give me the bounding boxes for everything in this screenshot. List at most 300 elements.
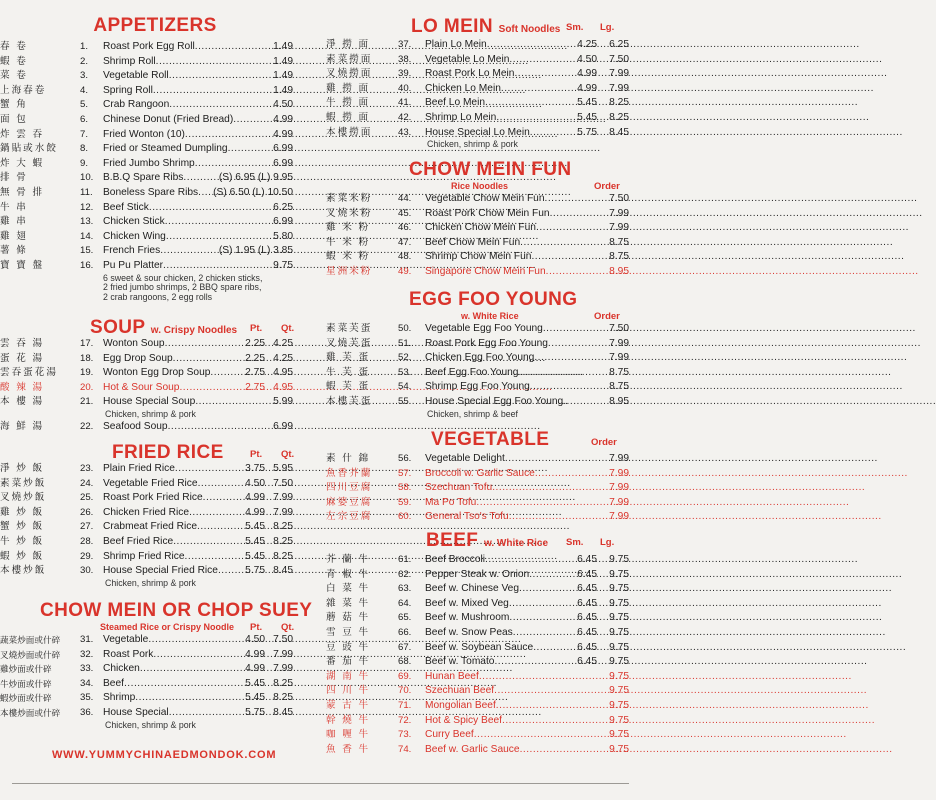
chinese-name: 蒙 古 牛 (326, 699, 371, 711)
menu-item (0, 535, 320, 550)
chinese-name: 蝦 撈 面 (326, 111, 371, 123)
item-name: Vegetable Delight ..... (425, 452, 584, 467)
item-number: 12. (80, 201, 94, 213)
price-large: 8.25 (609, 111, 629, 123)
item-name: Beef w. Mixed Veg ..... (425, 597, 556, 612)
beef-list (326, 553, 641, 757)
chinese-name: 雞 翅 (0, 230, 28, 242)
menu-item (326, 265, 641, 280)
item-number: 30. (80, 565, 94, 577)
menu-item (326, 670, 641, 685)
item-name: Vegetable ..... (103, 633, 238, 648)
menu-item (326, 236, 641, 251)
menu-item (0, 420, 320, 435)
menu-item (0, 215, 320, 230)
item-note: Chicken, shrimp & pork (105, 577, 196, 588)
chinese-name: 酸 辣 湯 (0, 381, 45, 393)
price-small: 4.50 (245, 634, 265, 645)
item-number: 3. (80, 70, 89, 82)
item-price: 1.49 (273, 41, 293, 52)
item-name: Shrimp Chow Mein Fun ..... (425, 250, 584, 265)
website-link[interactable]: WWW.YUMMYCHINAEDMONDOK.COM (52, 749, 277, 761)
menu-item (326, 655, 641, 670)
chinese-name: 幹 燒 牛 (326, 714, 371, 726)
menu-item (326, 380, 641, 395)
item-number: 37. (398, 39, 412, 50)
item-name: Shrimp Fried Rice ..... (103, 550, 238, 565)
item-name: Beef w. Mushroom ..... (425, 611, 556, 626)
chinese-name: 無 骨 排 (0, 186, 45, 198)
item-number: 14. (80, 230, 94, 242)
item-number: 1. (80, 41, 89, 52)
item-name: Vegetable Chow Mein Fun ..... (425, 192, 584, 207)
menu-item (0, 157, 320, 172)
chinese-name: 菜 卷 (0, 70, 28, 82)
item-price: 6.25 (273, 201, 293, 213)
price-large: 8.25 (273, 692, 293, 704)
chinese-name: 淨 撈 面 (326, 39, 371, 50)
lo-mein-list (326, 38, 641, 150)
price-large: 7.99 (273, 492, 293, 504)
price-small: 5.45 (245, 550, 265, 562)
item-name: Hunan Beef ..... (425, 670, 588, 685)
item-number: 36. (80, 706, 94, 718)
menu-item (0, 648, 320, 663)
menu-item (326, 496, 641, 511)
item-name: Singapore Chow Mein Fun ..... (425, 265, 584, 280)
chow-mein-list (0, 633, 320, 730)
item-number: 18. (80, 352, 94, 364)
menu-item (0, 550, 320, 565)
chow-mein-title: CHOW MEIN OR CHOP SUEY (40, 600, 313, 621)
item-price: 8.75 (609, 381, 629, 393)
menu-item (0, 520, 320, 535)
item-number: 8. (80, 143, 89, 155)
item-number: 65. (398, 612, 412, 624)
item-number: 59. (398, 496, 412, 508)
item-name: Beef w. Garlic Sauce ..... (425, 743, 588, 758)
menu-item (0, 186, 320, 201)
chinese-name: 四川豆腐 (326, 482, 373, 494)
item-number: 48. (398, 251, 412, 263)
menu-item (326, 641, 641, 656)
item-number: 63. (398, 583, 412, 595)
menu-item (0, 677, 320, 692)
menu-item (0, 259, 320, 274)
chinese-name: 叉燒撈面 (326, 68, 373, 80)
price-large: 6.25 (609, 39, 629, 50)
chinese-name: 叉燒炒面或什碎 (0, 649, 61, 660)
menu-item (326, 53, 641, 68)
menu-item (0, 564, 320, 579)
price-large: 7.99 (609, 82, 629, 94)
price-large: 9.75 (609, 670, 629, 682)
item-number: 5. (80, 99, 89, 111)
menu-item (0, 491, 320, 506)
item-price: 8.95 (609, 395, 629, 407)
chow-mein-col-pt: Pt. (250, 622, 263, 633)
price-large: 8.25 (273, 677, 293, 689)
lo-mein-col-sm: Sm. (566, 22, 584, 33)
price-small: 6.45 (577, 641, 597, 653)
item-name: Fried Wonton (10) ..... (103, 128, 272, 143)
egg-foo-young-col-order: Order (594, 311, 620, 322)
item-note: Chicken, shrimp & beef (427, 408, 518, 419)
item-number: 29. (80, 550, 94, 562)
item-price: 4.99 (273, 113, 293, 125)
price-small: 4.25 (577, 39, 597, 50)
item-name: Beef w. Chinese Veg ..... (425, 582, 556, 597)
menu-item (326, 221, 641, 236)
item-price: 7.99 (609, 352, 629, 364)
chinese-name: 海 鮮 湯 (0, 420, 45, 432)
menu-item (326, 96, 641, 111)
price-small: 6.45 (577, 612, 597, 624)
item-number: 47. (398, 236, 412, 248)
item-name: Ma Po Tofu ..... (425, 496, 584, 511)
price-small: 2.25 (245, 352, 265, 364)
price-small: 6.45 (577, 626, 597, 638)
price-large: 4.95 (273, 381, 293, 393)
price-small: 5.45 (577, 111, 597, 123)
chinese-name: 素菜炒飯 (0, 477, 47, 489)
soup-col-qt: Qt. (281, 323, 295, 334)
price-large: 9.75 (609, 626, 629, 638)
item-name: Vegetable Roll ..... (103, 69, 272, 84)
menu-item (0, 201, 320, 216)
item-number: 53. (398, 366, 412, 378)
menu-item (326, 82, 641, 97)
chinese-name: 春 卷 (0, 41, 28, 52)
menu-item (0, 244, 320, 259)
menu-item (0, 128, 320, 143)
item-name: Pu Pu Platter ..... (103, 259, 272, 274)
price-small: 4.99 (245, 492, 265, 504)
menu-item (0, 337, 320, 352)
menu-item (326, 611, 641, 626)
price-large: 8.25 (273, 535, 293, 547)
chinese-name: 四 川 牛 (326, 685, 371, 697)
item-name: House Special Egg Foo Young ..... (425, 395, 584, 410)
price-small: 5.75 (245, 706, 265, 718)
item-number: 9. (80, 157, 89, 169)
chinese-name: 雞 串 (0, 216, 28, 228)
fried-rice-col-qt: Qt. (281, 449, 295, 460)
price-small: 5.45 (245, 677, 265, 689)
item-price: 8.95 (609, 265, 629, 277)
item-name: Broccoli w. Garlic Sauce ..... (425, 467, 584, 482)
item-number: 60. (398, 511, 412, 523)
item-number: 67. (398, 641, 412, 653)
beef-title: BEEF w. White Rice (426, 530, 549, 551)
item-price: 6.99 (273, 157, 293, 169)
item-price: 6.99 (273, 143, 293, 155)
item-name: Chicken Stick ..... (103, 215, 272, 230)
price-small: 2.75 (245, 381, 265, 393)
chinese-name: 本樓炒飯 (0, 565, 47, 577)
chinese-name: 雲吞蛋花湯 (0, 367, 58, 379)
item-number: 74. (398, 743, 412, 755)
price-large: 9.75 (609, 656, 629, 668)
chinese-name: 素 什 錦 (326, 453, 371, 464)
item-number: 7. (80, 128, 89, 140)
menu-item (0, 98, 320, 113)
price-small: 5.75 (245, 565, 265, 577)
chinese-name: 雞 米 粉 (326, 222, 371, 234)
item-name: Curry Beef ..... (425, 728, 588, 743)
fried-rice-col-pt: Pt. (250, 449, 263, 460)
menu-item (326, 568, 641, 583)
menu-item (326, 714, 641, 729)
item-number: 72. (398, 714, 412, 726)
menu-item (326, 582, 641, 597)
chinese-name: 素菜芙蛋 (326, 323, 373, 334)
menu-item (326, 452, 641, 467)
soup-col-pt: Pt. (250, 323, 263, 334)
item-name: Wonton Egg Drop Soup ..... (103, 366, 238, 381)
menu-item (326, 743, 641, 758)
item-name: French Fries ..... (103, 244, 180, 259)
menu-item (0, 352, 320, 367)
chinese-name: 雜 菜 牛 (326, 597, 371, 609)
item-name: Roast Pork ..... (103, 648, 238, 663)
chow-mein-fun-list (326, 192, 641, 280)
chinese-name: 咖 喱 牛 (326, 729, 371, 741)
item-number: 39. (398, 68, 412, 80)
chinese-name: 蟹 角 (0, 99, 28, 111)
item-price: 9.75 (273, 259, 293, 271)
item-price: 7.99 (609, 337, 629, 349)
price-small: 4.99 (245, 663, 265, 675)
chinese-name: 雞 芙 蛋 (326, 352, 371, 364)
menu-item (326, 126, 641, 141)
item-number: 44. (398, 193, 412, 204)
menu-item (326, 67, 641, 82)
item-number: 56. (398, 453, 412, 464)
item-number: 25. (80, 492, 94, 504)
pupu-note: 6 sweet & sour chicken, 2 chicken sticks, 2 fried jumbo shrimps, 2 BBQ spare ribs, 2 crab rangoons, 2 egg rolls (103, 272, 263, 302)
item-price: 1.49 (273, 70, 293, 82)
menu-item (326, 111, 641, 126)
price-large: 4.25 (273, 338, 293, 349)
chinese-name: 左宗豆腐 (326, 511, 373, 523)
price-large: 9.75 (609, 641, 629, 653)
chinese-name: 星洲米粉 (326, 265, 373, 277)
price-large: 4.95 (273, 367, 293, 379)
item-name: Egg Drop Soup ..... (103, 352, 238, 367)
menu-item (326, 337, 641, 352)
price-small: 5.45 (577, 97, 597, 109)
item-number: 62. (398, 568, 412, 580)
item-number: 6. (80, 113, 89, 125)
item-name: Chicken Fried Rice ..... (103, 506, 238, 521)
chinese-name: 薯 條 (0, 245, 28, 257)
menu-item (0, 395, 320, 410)
item-note: Chicken, shrimp & pork (105, 408, 196, 419)
chinese-name: 本樓炒面或什碎 (0, 707, 61, 718)
menu-item (0, 477, 320, 492)
chinese-name: 蝦 炒 飯 (0, 550, 45, 562)
item-number: 69. (398, 670, 412, 682)
price-small: 6.45 (577, 568, 597, 580)
chinese-name: 炸 雲 吞 (0, 128, 45, 140)
price-small: 4.99 (245, 506, 265, 518)
item-number: 21. (80, 396, 94, 408)
chinese-name: 牛 撈 面 (326, 97, 371, 109)
item-name: Beef Stick ..... (103, 201, 272, 216)
chow-mein-col-qt: Qt. (281, 622, 295, 633)
vegetable-list (326, 452, 641, 525)
chinese-name: 青 椒 牛 (326, 568, 371, 580)
item-name: Vegetable Fried Rice ..... (103, 477, 238, 492)
price-large: 9.75 (609, 597, 629, 609)
menu-item (0, 706, 320, 721)
chinese-name: 本樓芙蛋 (326, 395, 373, 407)
menu-item (0, 381, 320, 396)
item-name: Beef Egg Foo Young ..... (425, 366, 584, 381)
item-number: 73. (398, 729, 412, 741)
chinese-name: 雞炒面或什碎 (0, 664, 52, 675)
item-number: 50. (398, 323, 412, 334)
chinese-name: 蝦 芙 蛋 (326, 381, 371, 393)
item-number: 32. (80, 648, 94, 660)
price-large: 9.75 (609, 612, 629, 624)
item-number: 42. (398, 111, 412, 123)
item-price: 1.49 (273, 55, 293, 67)
item-price: 5.80 (273, 230, 293, 242)
menu-item (326, 366, 641, 381)
item-price: 7.99 (609, 222, 629, 234)
item-number: 20. (80, 381, 94, 393)
item-price: 7.99 (609, 467, 629, 479)
chow-mein-subtitle: Steamed Rice or Crispy Noodle (100, 622, 235, 632)
menu-item (326, 250, 641, 265)
item-price: (S) 1.95 (L) 3.85 (218, 245, 293, 257)
price-large: 9.75 (609, 699, 629, 711)
menu-item (0, 142, 320, 157)
price-small: 5.75 (577, 126, 597, 138)
menu-item (326, 684, 641, 699)
item-name: Crab Rangoon ..... (103, 98, 272, 113)
item-number: 35. (80, 692, 94, 704)
item-name: Beef ..... (103, 677, 238, 692)
item-price: 8.75 (609, 366, 629, 378)
chinese-name: 蟹 炒 飯 (0, 521, 45, 533)
egg-foo-young-list (326, 322, 641, 419)
menu-item (326, 322, 641, 337)
item-number: 10. (80, 172, 94, 184)
price-small: 5.45 (245, 521, 265, 533)
chinese-name: 素菜米粉 (326, 193, 373, 204)
item-name: Chicken Chow Mein Fun ..... (425, 221, 584, 236)
item-name: Roast Pork Egg Foo Young ..... (425, 337, 584, 352)
item-number: 70. (398, 685, 412, 697)
item-number: 27. (80, 521, 94, 533)
price-large: 9.75 (609, 714, 629, 726)
chinese-name: 本 樓 湯 (0, 396, 45, 408)
egg-foo-young-title: EGG FOO YOUNG (409, 289, 578, 310)
item-price: 8.75 (609, 251, 629, 263)
item-number: 31. (80, 634, 94, 645)
menu-item (0, 506, 320, 521)
price-large: 8.25 (273, 550, 293, 562)
chinese-name: 牛 串 (0, 201, 28, 213)
chinese-name: 炸 大 蝦 (0, 157, 45, 169)
price-large: 9.75 (609, 568, 629, 580)
item-number: 64. (398, 597, 412, 609)
item-name: Pepper Steak w. Onion ..... (425, 568, 556, 583)
vegetable-title: VEGETABLE (431, 429, 550, 450)
beef-col-lg: Lg. (600, 537, 615, 548)
menu-item (326, 510, 641, 525)
item-price: 7.50 (609, 193, 629, 204)
item-name: Fried Jumbo Shrimp ..... (103, 157, 272, 172)
chinese-name: 湖 南 牛 (326, 670, 371, 682)
item-name: House Special Fried Rice ..... (103, 564, 238, 579)
chinese-name: 番 茄 牛 (326, 656, 371, 668)
item-number: 41. (398, 97, 412, 109)
item-number: 34. (80, 677, 94, 689)
chinese-name: 寶 寶 盤 (0, 259, 45, 271)
item-number: 33. (80, 663, 94, 675)
price-small: 4.50 (577, 53, 597, 65)
appetizers-section (0, 16, 320, 302)
price-small: 4.99 (577, 68, 597, 80)
chinese-name: 排 骨 (0, 172, 28, 184)
item-name: Beef Broccoli ..... (425, 553, 556, 568)
price-large: 9.75 (609, 685, 629, 697)
item-price: 8.75 (609, 236, 629, 248)
price-large: 6.99 (273, 420, 293, 432)
item-price: (S) 6.95 (L) 9.95 (218, 172, 293, 184)
price-large: 7.99 (273, 648, 293, 660)
price-large: 9.75 (609, 554, 629, 565)
price-large: 8.25 (609, 97, 629, 109)
item-number: 55. (398, 395, 412, 407)
item-name: Roast Pork Chow Mein Fun ..... (425, 207, 584, 222)
item-name: Roast Pork Lo Mein ..... (425, 67, 556, 82)
item-name: Chinese Donut (Fried Bread) ..... (103, 113, 272, 128)
item-name: Plain Lo Mein ..... (425, 38, 556, 53)
item-number: 16. (80, 259, 94, 271)
chow-mein-fun-title: CHOW MEIN FUN (409, 159, 572, 180)
chinese-name: 芥 蘭 牛 (326, 554, 371, 565)
price-large: 7.99 (273, 506, 293, 518)
menu-item (0, 462, 320, 477)
chinese-name: 雞 炒 飯 (0, 506, 45, 518)
chinese-name: 上海春卷 (0, 84, 47, 96)
chinese-name: 叉燒炒飯 (0, 492, 47, 504)
item-number: 58. (398, 482, 412, 494)
item-name: Plain Fried Rice ..... (103, 462, 238, 477)
chinese-name: 本樓撈面 (326, 126, 373, 138)
item-name: Beef w. Snow Peas ..... (425, 626, 556, 641)
item-name: Boneless Spare Ribs ..... (103, 186, 180, 201)
item-price: 7.50 (609, 323, 629, 334)
item-name: Vegetable Lo Mein ..... (425, 53, 556, 68)
item-name: Spring Roll ..... (103, 84, 272, 99)
price-large: 7.99 (273, 663, 293, 675)
item-number: 13. (80, 216, 94, 228)
item-name: Hot & Sour Soup ..... (103, 381, 238, 396)
item-name: House Special ..... (103, 706, 238, 721)
egg-foo-young-subtitle: w. White Rice (461, 311, 519, 321)
item-number: 2. (80, 55, 89, 67)
menu-item (326, 481, 641, 496)
chinese-name: 雪 豆 牛 (326, 626, 371, 638)
chinese-name: 蛋 花 湯 (0, 352, 45, 364)
item-name: Szechuan Beef ..... (425, 684, 588, 699)
